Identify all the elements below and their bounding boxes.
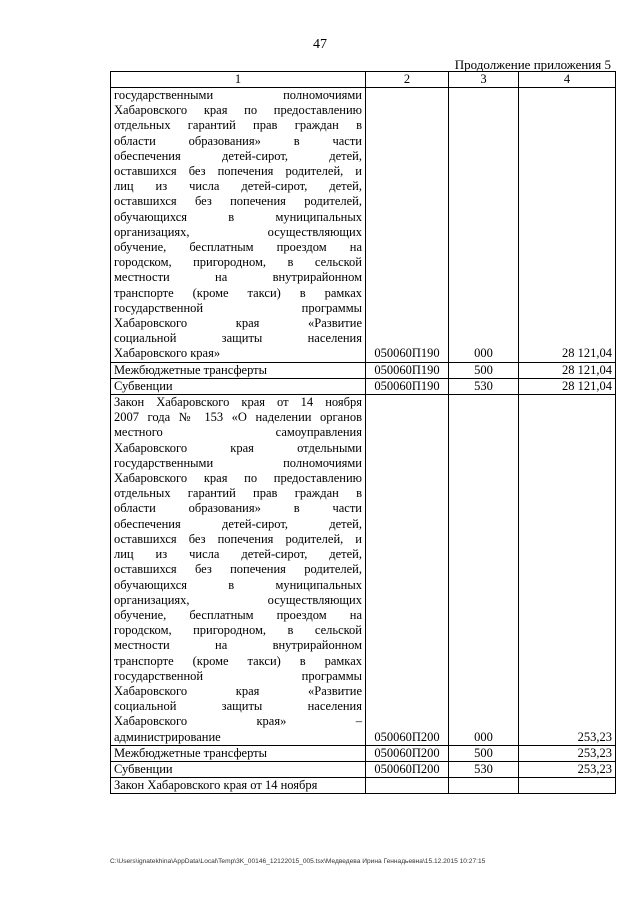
description-line: обеспечения детей-сирот, детей, [114, 148, 362, 163]
description-line: государственной программы [114, 300, 362, 315]
amount [519, 778, 616, 794]
table-row [111, 778, 616, 794]
description-line: Хабаровского края «Развитие [114, 683, 362, 698]
target-article-code: 050060П200 [366, 745, 449, 761]
amount: 28 121,04 [519, 88, 616, 363]
target-article-code: 050060П190 [366, 378, 449, 394]
expense-type-code: 000 [449, 395, 519, 746]
description-line: оставшихся без попечения родителей, [114, 562, 362, 577]
expense-type-code: 500 [449, 362, 519, 378]
expense-type-code: 530 [449, 761, 519, 777]
description-line: оставшихся без попечения родителей, и [114, 164, 362, 179]
description-line: лиц из числа детей-сирот, детей, [114, 179, 362, 194]
amount: 253,23 [519, 745, 616, 761]
table-row [111, 745, 616, 761]
description-line: Субвенции [114, 378, 173, 393]
row-description [111, 395, 366, 746]
table-row [111, 378, 616, 394]
description-line: обучение, бесплатным проездом на [114, 607, 362, 622]
expense-type-code: 500 [449, 745, 519, 761]
table-header-row [111, 72, 616, 88]
continuation-label: Продолжение приложения 5 [454, 57, 611, 72]
description-line: социальной защиты населения [114, 699, 362, 714]
description-line: лиц из числа детей-сирот, детей, [114, 547, 362, 562]
column-header: 4 [519, 72, 616, 88]
row-description [111, 378, 366, 394]
description-line: администрирование [114, 729, 221, 744]
target-article-code: 050060П190 [366, 362, 449, 378]
row-description [111, 745, 366, 761]
target-article-code: 050060П200 [366, 761, 449, 777]
description-line: транспорте (кроме такси) в рамках [114, 285, 362, 300]
description-line: организациях, осуществляющих [114, 592, 362, 607]
table-row [111, 395, 616, 746]
description-line: государственными полномочиями [114, 88, 362, 102]
column-header: 1 [111, 72, 366, 88]
budget-table [110, 71, 616, 794]
description-line: социальной защиты населения [114, 331, 362, 346]
target-article-code [366, 778, 449, 794]
column-header: 3 [449, 72, 519, 88]
description-line: Закон Хабаровского края от 14 ноября [114, 395, 362, 410]
description-line: отдельных гарантий прав граждан в [114, 486, 362, 501]
description-line: обучающихся в муниципальных [114, 209, 362, 224]
description-line: оставшихся без попечения родителей, [114, 194, 362, 209]
description-line: 2007 года № 153 «О наделении органов [114, 410, 362, 425]
description-line: области образования» в части [114, 501, 362, 516]
row-description [111, 778, 366, 794]
table-body [111, 88, 616, 794]
description-line: отдельных гарантий прав граждан в [114, 118, 362, 133]
page-number: 47 [313, 37, 327, 52]
description-line: городском, пригородном, в сельской [114, 255, 362, 270]
description-line: обеспечения детей-сирот, детей, [114, 516, 362, 531]
amount: 28 121,04 [519, 362, 616, 378]
table-row [111, 88, 616, 363]
description-line: области образования» в части [114, 133, 362, 148]
description-line: оставшихся без попечения родителей, и [114, 531, 362, 546]
description-line: организациях, осуществляющих [114, 224, 362, 239]
description-line: обучающихся в муниципальных [114, 577, 362, 592]
row-description [111, 761, 366, 777]
column-header: 2 [366, 72, 449, 88]
description-line: Межбюджетные трансферты [114, 745, 268, 760]
amount: 28 121,04 [519, 378, 616, 394]
description-line: Субвенции [114, 761, 173, 776]
description-line: Хабаровского края» – [114, 714, 362, 729]
description-line: местности на внутрирайонном [114, 638, 362, 653]
description-line: Хабаровского края» [114, 346, 221, 361]
description-line: Закон Хабаровского края от 14 ноября [114, 778, 318, 793]
amount: 253,23 [519, 761, 616, 777]
description-line: государственными полномочиями [114, 455, 362, 470]
description-line: государственной программы [114, 668, 362, 683]
description-line: Межбюджетные трансферты [114, 362, 268, 377]
description-line: обучение, бесплатным проездом на [114, 240, 362, 255]
row-description [111, 362, 366, 378]
target-article-code: 050060П200 [366, 395, 449, 746]
description-line: Хабаровского края по предоставлению [114, 471, 362, 486]
file-path-footer: C:\Users\ignatekhina\AppData\Local\Temp\3K_00146_12122015_005.tsx\Медведева Ирина Геннадьевна\15.12.2015 10:27:15 [110, 858, 486, 865]
description-line: транспорте (кроме такси) в рамках [114, 653, 362, 668]
amount: 253,23 [519, 395, 616, 746]
row-description [111, 88, 366, 363]
target-article-code: 050060П190 [366, 88, 449, 363]
expense-type-code [449, 778, 519, 794]
description-line: Хабаровского края отдельными [114, 440, 362, 455]
description-line: городском, пригородном, в сельской [114, 623, 362, 638]
expense-type-code: 000 [449, 88, 519, 363]
description-line: Хабаровского края «Развитие [114, 316, 362, 331]
table-row [111, 362, 616, 378]
description-line: Хабаровского края по предоставлению [114, 103, 362, 118]
table-row [111, 761, 616, 777]
description-line: местности на внутрирайонном [114, 270, 362, 285]
description-line: местного самоуправления [114, 425, 362, 440]
expense-type-code: 530 [449, 378, 519, 394]
